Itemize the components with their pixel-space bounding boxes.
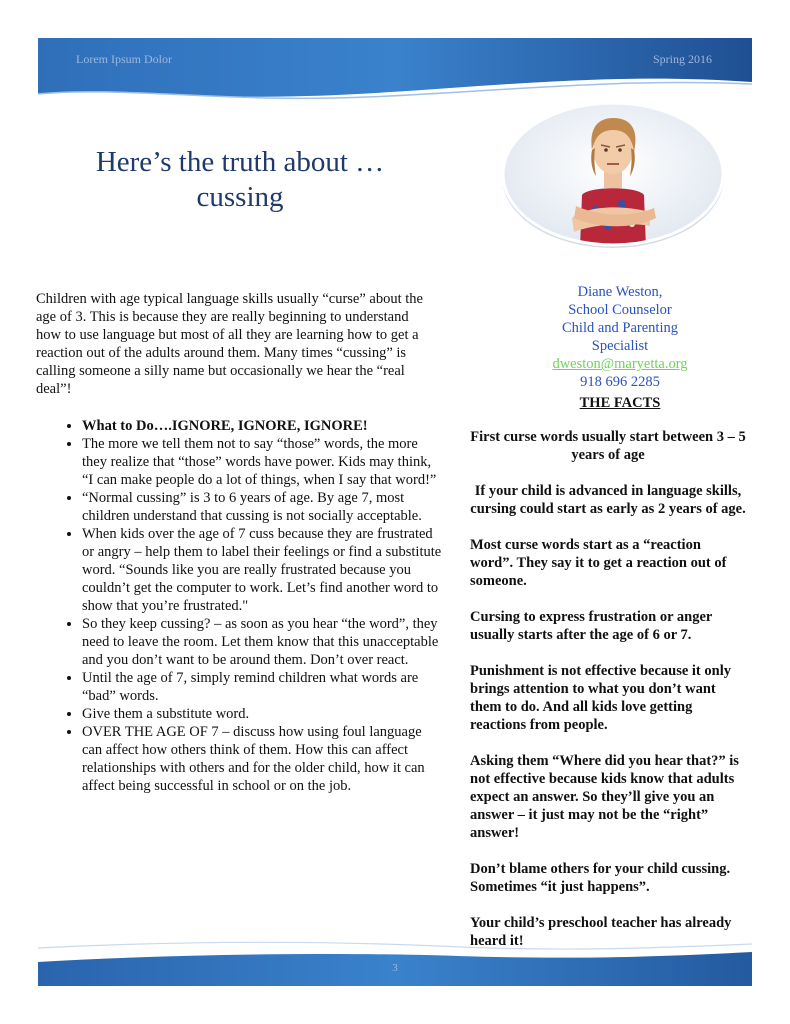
contact-block (500, 283, 740, 391)
list-item: • What to Do….IGNORE, IGNORE, IGNORE! (82, 417, 442, 435)
intro-paragraph: Children with age typical language skills usually “curse” about the age of 3. This is because they are really beginning to understand how to use language but most of all they are learning how to get a reaction out of the adults around them. Many times “cussing” is calling someone a silly name but occasionally we hear the “real deal”! (36, 291, 423, 397)
contact-phone: 918 696 2285 (580, 374, 660, 390)
child-photo (500, 100, 726, 248)
contact-role: School Counselor (568, 302, 672, 318)
title-line-2: cussing (196, 181, 284, 213)
contact-title-line-1: Child and Parenting (562, 320, 678, 336)
list-item: • Give them a substitute word. (82, 705, 442, 723)
list-item: • When kids over the age of 7 cuss because they are frustrated or angry – help them to label their feelings or find a substitute word. “Sounds like you are really frustrated because you couldn’t get the computer to work. Let’s find another word to show that you’re frustrated." (82, 525, 442, 615)
list-item: • So they keep cussing? – as soon as you hear “the word”, they need to leave the room. Let them know that this unacceptable and you don’t want to be around them. Don’t over react. (82, 615, 442, 669)
page-number: 3 (392, 962, 398, 974)
contact-title-line-2: Specialist (591, 338, 649, 354)
fact-item: Most curse words start as a “reaction word”. They say it to get a reaction out of someone. (470, 537, 727, 589)
contact-email-link[interactable]: dweston@maryetta.org (552, 356, 688, 372)
fact-item: Punishment is not effective because it only brings attention to what you don’t want them to do. And all kids love getting reactions from people. (470, 663, 731, 733)
facts-list (470, 428, 746, 968)
facts-heading: THE FACTS (579, 395, 661, 411)
fact-item: If your child is advanced in language skills, cursing could start as early as 2 years of age. (470, 483, 746, 517)
page-title (40, 145, 440, 215)
contact-name: Diane Weston, (577, 284, 663, 300)
footer-band (38, 940, 752, 990)
fact-item: First curse words usually start between 3 – 5 years of age (470, 429, 746, 463)
header-wave (38, 38, 752, 100)
fact-item: Cursing to express frustration or anger usually starts after the age of 6 or 7. (470, 609, 713, 643)
list-item: • “Normal cussing” is 3 to 6 years of age. By age 7, most children understand that cussing is not socially acceptable. (82, 489, 442, 525)
tips-list (60, 417, 442, 795)
fact-item: Don’t blame others for your child cussing. Sometimes “it just happens”. (470, 861, 731, 895)
list-item: • OVER THE AGE OF 7 – discuss how using foul language can affect how others think of them. How this can affect relationships with others and for the older child, how it can affect being successful in school or on the job. (82, 723, 442, 795)
header-band (38, 38, 752, 100)
list-item: • Until the age of 7, simply remind children what words are “bad” words. (82, 669, 442, 705)
header-left-text: Lorem Ipsum Dolor (76, 52, 172, 66)
fact-item: Your child’s preschool teacher has already heard it! (470, 915, 732, 949)
list-item: • The more we tell them not to say “those” words, the more they realize that “those” words have power. Kids may think, “I can make people do a lot of things, when I say that word!” (82, 435, 442, 489)
title-line-1: Here’s the truth about … (95, 146, 385, 178)
header-right-text: Spring 2016 (652, 52, 712, 66)
fact-item: Asking them “Where did you hear that?” is not effective because kids know that adults expect an answer. So they’ll give you an answer – it just may not be the “right” answer! (470, 753, 739, 841)
